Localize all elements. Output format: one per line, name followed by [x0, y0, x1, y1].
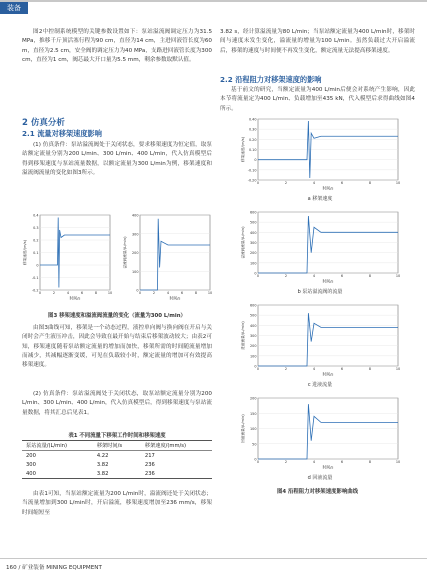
x-tick-label: 2 [152, 291, 156, 295]
y-tick-label: 0.3 [33, 226, 39, 230]
right-p1 [220, 86, 415, 114]
left-p3 [22, 390, 212, 418]
fig4d-caption: d 回液流量 [307, 475, 333, 481]
fig4c-caption: c 进液流量 [307, 382, 333, 388]
y-tick-label: 500 [250, 313, 257, 318]
y-tick-label: 400 [250, 323, 257, 328]
table-cell: 236 [144, 461, 155, 468]
fig4c-plot [240, 302, 400, 382]
x-tick-label: 6 [340, 274, 344, 278]
fig3-caption: 图3 移架速度和溢流阀流量的变化（流量为300 L/min） [48, 313, 186, 319]
intro-paragraph: 图2中控制系统模型的关键参数设置如下：泵站溢流阀调定压力为31.5 MPa，推移千斤顶活塞行程为90 cm，直径为14 cm，主进回液管长度为60 m，直径为2.5 cm，安全阀的调定压力为40 MPa，支路进回液管长度为300 cm，直径为1 cm，阀芯最大开口量为5.5 mm，剩余参数取默认值。 [22, 29, 212, 63]
x-tick-label: 2 [284, 460, 288, 464]
y-tick-label: 150 [250, 411, 257, 416]
x-tick-label: 8 [368, 274, 372, 278]
x-axis-label: 时间/s [169, 295, 181, 301]
x-tick-label: 8 [94, 291, 98, 295]
x-tick-label: 6 [340, 367, 344, 371]
fig4a-plot [240, 116, 400, 196]
x-tick-label: 8 [368, 181, 372, 185]
x-tick-label: 0 [138, 291, 142, 295]
table-cell: 300 [26, 461, 36, 468]
table1-caption: 表1 不同流量下移架工作时间和移架速度 [68, 433, 166, 439]
section-tag: 装备 [0, 2, 28, 14]
paragraph: (1) 仿真条件：泵站溢流阀处于关闭状态，要求移架速度为恒定值，取泵站额定流量分别为200 L/min、300 L/min、400 L/min，代入仿真模型后得到移架速度与泵站流量数据，以额定流量为300 L/min为例，移架速度和溢流阀流量的变化如图3所示。 [22, 142, 212, 176]
fig4d-svg [240, 395, 400, 471]
y-tick-label: 600 [250, 303, 257, 308]
x-axis-label: 时间/s [322, 278, 334, 284]
paragraph: 3.82 s，经计算溢流量为80 L/min；当泵站额定流量为400 L/min时，移架时间与速度未发生变化，溢流量的增量为100 L/min。虽然负载过大开启溢流后，移架的速度与时间便不再发生变化，额定流量无法提高移架速度。 [220, 29, 415, 54]
table-cell: 400 [26, 470, 36, 477]
x-tick-label: 6 [340, 460, 344, 464]
page-footer: 160 / 矿业装备 MINING EQUIPMENT [6, 565, 102, 571]
y-tick-label: 200 [250, 396, 257, 401]
fig4c-svg [240, 302, 400, 378]
fig4b-svg [240, 209, 400, 285]
fig3-speed-plot [22, 212, 112, 306]
y-tick-label: 300 [250, 334, 257, 338]
left-p4 [22, 490, 212, 518]
y-tick-label: -0.10 [247, 168, 257, 173]
y-axis-label: 溢流阀流量/(L/min) [123, 236, 127, 269]
y-tick-label: 0 [254, 457, 257, 462]
left-p2 [22, 324, 212, 370]
x-tick-label: 6 [180, 291, 184, 295]
y-tick-label: 0 [136, 288, 139, 293]
left-p1 [22, 141, 212, 178]
x-tick-label: 2 [52, 291, 56, 295]
section-2-2-heading: 2.2 沿程阻力对移架速度的影响 [220, 75, 322, 84]
x-tick-label: 2 [284, 274, 288, 278]
x-tick-label: 10 [395, 181, 401, 185]
paragraph: (2) 仿真条件：泵站溢流阀处于关闭状态，取泵站额定流量分别为200 L/min、300 L/min、400 L/min，代入仿真模型后，得到移架速度与泵站流量数据，将其汇总后见表1。 [22, 391, 212, 416]
table-row [22, 460, 212, 469]
x-tick-label: 2 [284, 367, 288, 371]
y-tick-label: 0.2 [33, 238, 39, 243]
y-tick-label: 50 [252, 442, 257, 447]
table-cell: 236 [144, 470, 155, 477]
y-tick-label: 100 [132, 269, 139, 274]
y-tick-label: 0 [254, 364, 257, 369]
x-tick-label: 10 [395, 460, 401, 464]
y-tick-label: 400 [132, 213, 139, 218]
table-cell: 217 [144, 452, 155, 459]
y-tick-label: 400 [250, 230, 257, 235]
table-cell: 3.82 [96, 470, 109, 477]
fig3-relief-plot [122, 212, 212, 306]
table-cell: 3.82 [96, 461, 109, 468]
x-tick-label: 10 [207, 291, 213, 295]
y-tick-label: 300 [250, 241, 257, 245]
y-tick-label: -0.1 [31, 276, 39, 280]
footer-rule [0, 558, 427, 559]
y-axis-label: 进液流量/(L/min) [241, 321, 245, 350]
x-axis-label: 时间/s [322, 371, 334, 377]
x-tick-label: 0 [38, 291, 42, 295]
x-tick-label: 0 [256, 460, 260, 464]
fig4b-plot [240, 209, 400, 289]
y-tick-label: 0 [254, 158, 257, 163]
x-axis-label: 时间/s [322, 464, 334, 470]
x-tick-label: 4 [312, 274, 316, 278]
x-tick-label: 4 [166, 291, 170, 295]
y-tick-label: 100 [250, 427, 257, 431]
y-tick-label: 0 [36, 263, 39, 268]
y-tick-label: 200 [250, 251, 257, 256]
header-bar [0, 0, 427, 15]
y-tick-label: 0 [254, 271, 257, 276]
x-axis-label: 时间/s [322, 185, 334, 191]
x-tick-label: 6 [80, 291, 84, 295]
x-tick-label: 8 [368, 367, 372, 371]
fig4-caption: 图4 沿程阻力对移架速度影响曲线 [276, 489, 359, 495]
fig3-relief-svg [122, 212, 212, 302]
table-header: 泵站流量/(L/min) [26, 443, 67, 449]
y-tick-label: 0.20 [248, 137, 257, 142]
y-tick-label: 0.4 [33, 213, 39, 218]
paragraph: 由表1可知，当泵站额定流量为200 L/min时，溢流阀还处于关闭状态；当流量增加到300 L/min时，开启溢流，移架速度增加至236 mm/s，移架时间缩短至 [22, 491, 212, 516]
x-tick-label: 8 [194, 291, 198, 295]
x-tick-label: 6 [340, 181, 344, 185]
x-tick-label: 10 [395, 367, 401, 371]
y-tick-label: 0.10 [248, 148, 257, 152]
section-2-heading: 2 仿真分析 [22, 118, 65, 128]
fig4b-caption: b 泵站溢流阀的流量 [297, 289, 343, 295]
x-tick-label: 8 [368, 460, 372, 464]
y-axis-label: 移架速度/(m/s) [241, 137, 245, 162]
y-axis-label: 回液流量/(L/min) [241, 414, 245, 443]
y-axis-label: 移架速度/(m/s) [23, 240, 27, 265]
x-tick-label: 4 [312, 367, 316, 371]
table-row [22, 451, 212, 461]
table-cell: 200 [26, 452, 36, 459]
y-tick-label: 0.30 [248, 127, 257, 132]
x-tick-label: 0 [256, 274, 260, 278]
x-tick-label: 10 [395, 274, 401, 278]
table-cell: 4.22 [96, 452, 109, 459]
y-tick-label: 300 [132, 232, 139, 237]
table-row [22, 469, 212, 479]
paragraph: 由图3曲线可知，移架是一个动态过程，液控单向阀与换向阀在开启与关闭时会产生液压冲击，因此会导致在最开始与结束后移架波动较大；由表2可知，移架速度随着泵站额定流量的增加而加快，移架所需的时间随流量增加而减少，其减幅逐渐变缓，可见在负载较小时，额定流量的增加可有效提高移架速度。 [22, 325, 212, 369]
y-tick-label: -0.20 [247, 178, 257, 183]
y-tick-label: 0.1 [33, 251, 39, 255]
y-tick-label: 200 [250, 344, 257, 349]
fig4d-plot [240, 395, 400, 475]
table-header: 移架速度/(mm/s) [144, 443, 187, 449]
y-tick-label: 0.40 [248, 117, 257, 122]
x-tick-label: 4 [66, 291, 70, 295]
fig3-speed-svg [22, 212, 112, 302]
paragraph: 基于前文的研究，当额定流量为400 L/min后便会对系统产生影响，因此本节将流量定为400 L/min、负载增加至435 kN，代入模型后求得曲线如图4所示。 [220, 87, 415, 112]
right-p0 [220, 28, 415, 56]
y-tick-label: 100 [250, 354, 257, 359]
x-tick-label: 2 [284, 181, 288, 185]
y-tick-label: -0.2 [31, 288, 39, 293]
x-axis-label: 时间/s [69, 295, 81, 301]
y-tick-label: 500 [250, 220, 257, 225]
x-tick-label: 0 [256, 181, 260, 185]
x-tick-label: 4 [312, 181, 316, 185]
section-2-1-heading: 2.1 流量对移架速度影响 [22, 129, 102, 138]
y-tick-label: 200 [132, 251, 139, 255]
table-header: 移架时间/s [96, 443, 123, 449]
header-stripe [0, 0, 427, 2]
y-tick-label: 600 [250, 210, 257, 215]
fig4a-svg [240, 116, 400, 192]
table1 [22, 440, 212, 479]
y-axis-label: 溢流阀流量/(L/min) [241, 226, 245, 259]
x-tick-label: 0 [256, 367, 260, 371]
x-tick-label: 4 [312, 460, 316, 464]
x-tick-label: 10 [107, 291, 113, 295]
fig4a-caption: a 移架速度 [307, 196, 333, 202]
y-tick-label: 100 [250, 261, 257, 266]
left-intro [22, 28, 212, 65]
